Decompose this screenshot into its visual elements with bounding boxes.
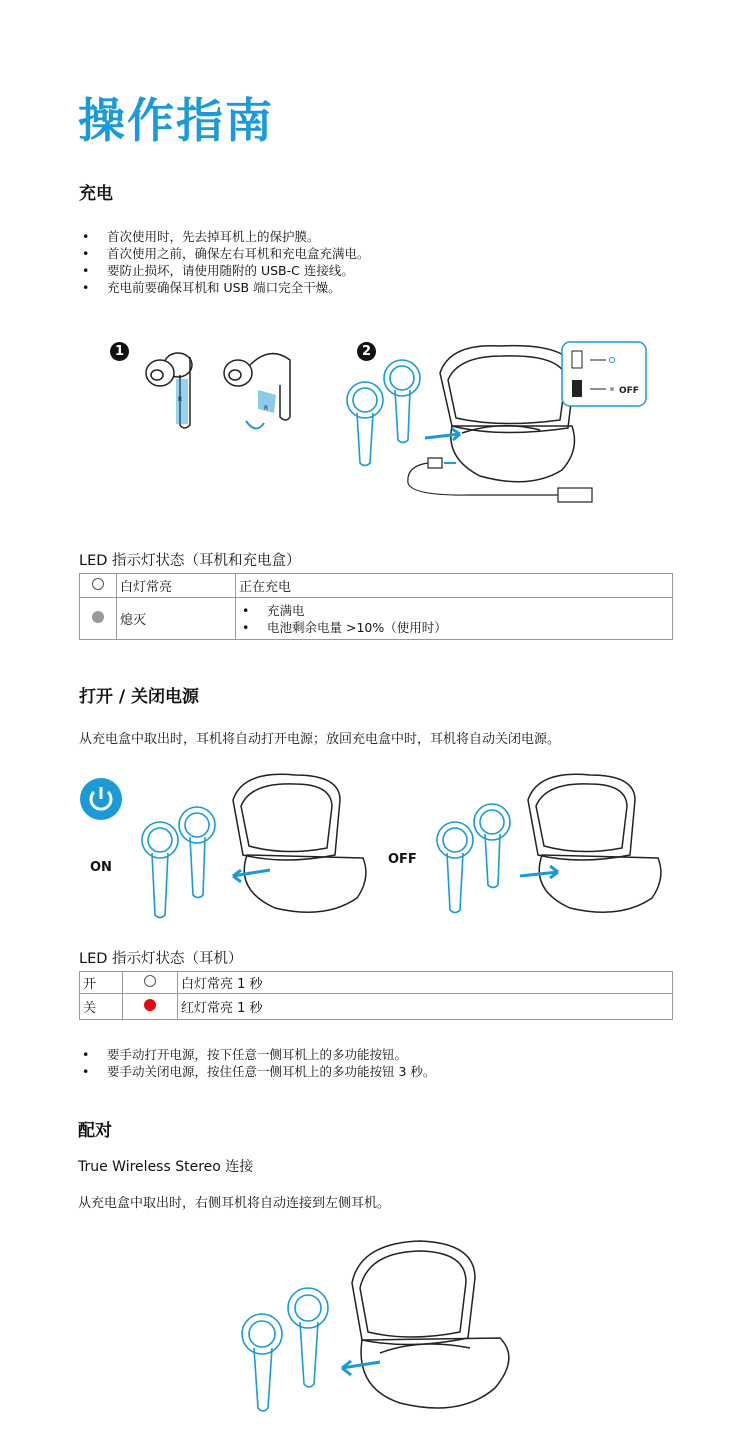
status-cell: 白灯常亮 1 秒 — [178, 972, 673, 994]
state-cell: 开 — [80, 972, 123, 994]
list-item: • 首次使用之前，确保左右耳机和充电盒充满电。 — [79, 245, 699, 262]
power-off-illustration — [430, 770, 675, 930]
power-heading: 打开 / 关闭电源 — [79, 687, 200, 707]
remove-film-illustration — [130, 335, 310, 435]
peel-arrow-icon — [246, 421, 264, 429]
pairing-heading: 配对 — [78, 1121, 112, 1141]
step-1-badge: 1 — [110, 342, 129, 361]
power-description: 从充电盒中取出时，耳机将自动打开电源；放回充电盒中时，耳机将自动关闭电源。 — [79, 732, 561, 747]
charging-bullets — [79, 228, 699, 296]
indicator-cell — [123, 972, 178, 994]
battery-status-callout — [562, 342, 646, 406]
charging-case — [352, 1241, 509, 1408]
earbuds-pair — [347, 360, 420, 466]
earbud-marker: R — [178, 396, 183, 403]
led-case-caption: LED 指示灯状态（耳机和充电盒） — [79, 553, 301, 569]
indicator-cell — [123, 994, 178, 1020]
white-led-icon — [144, 975, 156, 987]
power-bullets — [79, 1046, 699, 1080]
table-row — [80, 994, 673, 1020]
charging-case — [233, 774, 366, 912]
led-earbud-caption: LED 指示灯状态（耳机） — [79, 951, 243, 967]
meaning-cell — [236, 598, 673, 640]
charging-case — [528, 774, 661, 912]
status-cell: 红灯常亮 1 秒 — [178, 994, 673, 1020]
earbuds-pair — [437, 804, 510, 913]
battery-off-label: OFF — [619, 386, 639, 396]
list-item: • 要手动打开电源，按下任意一侧耳机上的多功能按钮。 — [79, 1046, 699, 1063]
red-led-icon — [144, 999, 156, 1011]
meaning-cell: 正在充电 — [236, 574, 673, 598]
list-item: • 要手动关闭电源，按住任意一侧耳机上的多功能按钮 3 秒。 — [79, 1063, 699, 1080]
pairing-description: 从充电盒中取出时，右侧耳机将自动连接到左侧耳机。 — [78, 1196, 391, 1211]
table-row — [80, 972, 673, 994]
pairing-subtitle: True Wireless Stereo 连接 — [78, 1159, 254, 1175]
power-on-illustration — [135, 770, 380, 930]
power-icon — [80, 778, 122, 820]
table-row — [80, 574, 673, 598]
power-off-label: OFF — [388, 852, 417, 867]
charging-heading: 充电 — [79, 184, 113, 204]
list-item: • 充满电 — [239, 602, 669, 619]
list-item: • 电池剩余电量 >10%（使用时） — [239, 619, 669, 636]
led-earbud-table — [79, 971, 673, 1020]
list-item: • 充电前要确保耳机和 USB 端口完全干燥。 — [79, 279, 699, 296]
step-2-badge: 2 — [357, 342, 376, 361]
page-title: 操作指南 — [78, 94, 274, 149]
state-cell: 关 — [80, 994, 123, 1020]
power-on-label: ON — [90, 860, 112, 875]
earbuds-pair — [242, 1288, 328, 1411]
table-row — [80, 598, 673, 640]
earbud-marker: R — [264, 405, 269, 412]
indicator-cell — [80, 598, 117, 640]
list-item: • 首次使用时，先去掉耳机上的保护膜。 — [79, 228, 699, 245]
charging-case — [440, 346, 575, 482]
led-case-table — [79, 573, 673, 640]
status-cell: 白灯常亮 — [117, 574, 236, 598]
grey-led-icon — [92, 611, 104, 623]
charging-case-illustration — [340, 338, 660, 513]
indicator-cell — [80, 574, 117, 598]
status-cell: 熄灭 — [117, 598, 236, 640]
pairing-illustration — [230, 1238, 520, 1420]
battery-full-icon — [572, 380, 582, 397]
white-led-icon — [92, 578, 104, 590]
list-item: • 要防止损坏，请使用随附的 USB-C 连接线。 — [79, 262, 699, 279]
earbuds-pair — [142, 807, 215, 918]
led-off-icon — [610, 387, 614, 391]
